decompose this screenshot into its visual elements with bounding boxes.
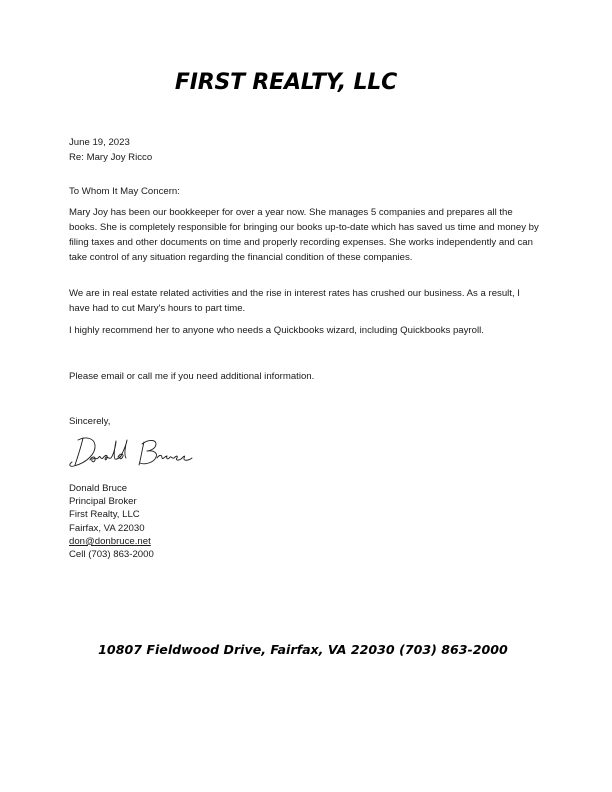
paragraph-1: Mary Joy has been our bookkeeper for over a year now. She manages 5 companies and prepares all the books. She is completely responsible for bringing our books up-to-date which has saved us time and money by filing taxes and other documents on time and properly recording expenses. She works independently and can take control of any situation regarding the financial condition of these companies. [69,207,539,263]
letter-date: June 19, 2023 [69,137,130,148]
signer-title: Principal Broker [69,496,137,508]
date-block [69,135,541,165]
paragraph-4: Please email or call me if you need additional information. [69,371,315,382]
company-letterhead: FIRST REALTY, LLC [174,70,398,95]
signer-name: Donald Bruce [69,483,128,494]
greeting: To Whom It May Concern: [69,186,180,197]
handwritten-signature [64,432,194,478]
signer-city-state: Fairfax, VA 22030 [69,522,145,534]
letter-subject: Re: Mary Joy Ricco [69,152,153,163]
signer-email-link[interactable]: don@donbruce.net [69,535,151,547]
paragraph-2: We are in real estate related activities and the rise in interest rates has crushed our business. As a result, I have had to cut Mary's hours to part time. [69,288,520,314]
footer-address: 10807 Fieldwood Drive, Fairfax, VA 22030 (703) 863-2000 [98,642,508,657]
signer-cell: Cell (703) 863-2000 [69,549,154,561]
signer-company: First Realty, LLC [69,509,140,521]
paragraph-3: I highly recommend her to anyone who needs a Quickbooks wizard, including Quickbooks payroll. [69,325,484,336]
closing: Sincerely, [69,416,111,427]
signature-block [69,482,541,561]
